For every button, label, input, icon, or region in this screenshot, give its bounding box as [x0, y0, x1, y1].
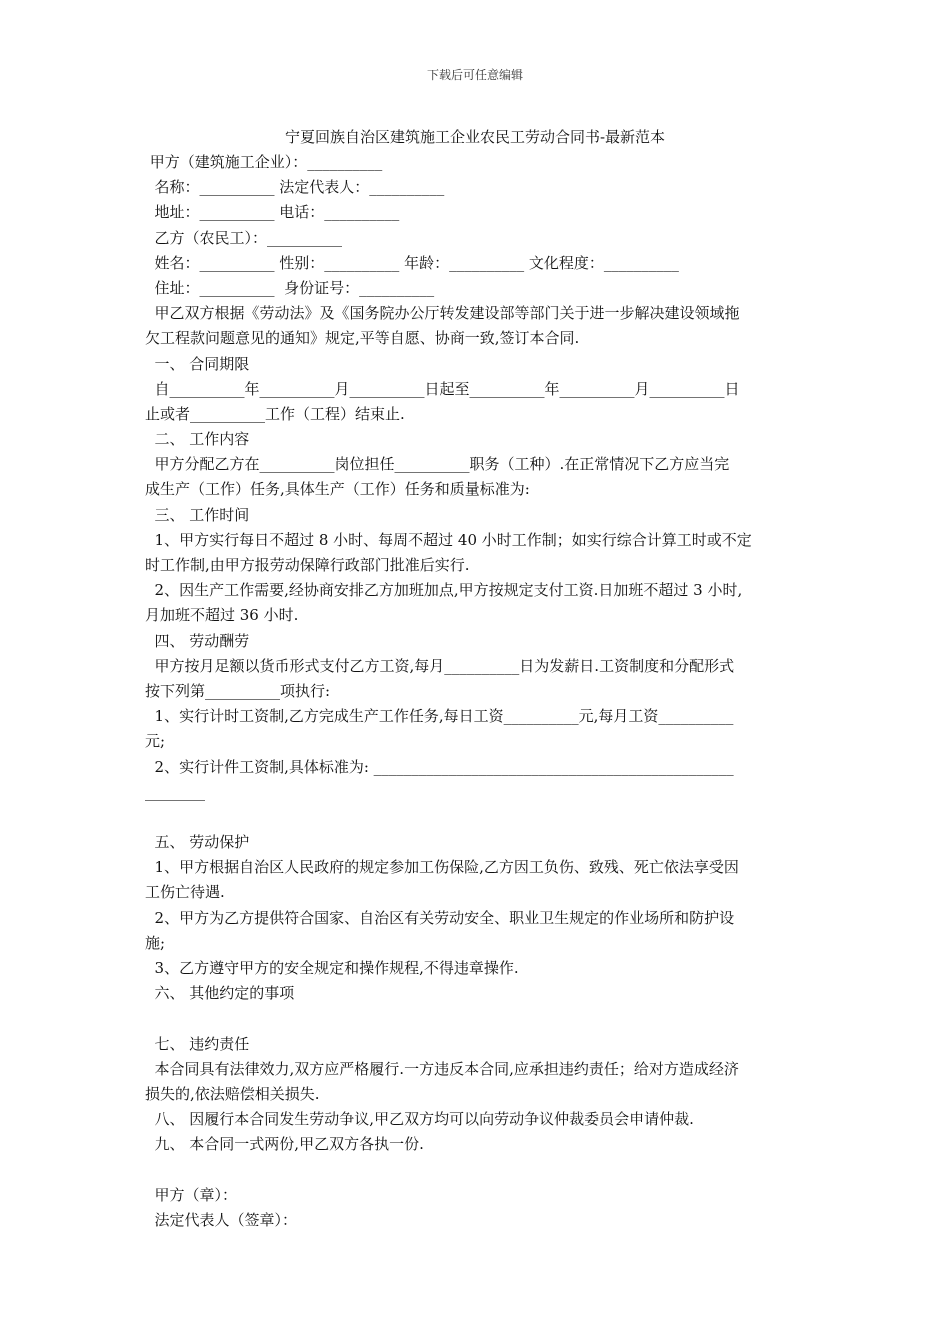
contract-line: 法定代表人（签章）：	[145, 1210, 298, 1229]
contract-line: 三、 工作时间	[145, 505, 250, 524]
contract-line: 1、甲方实行每日不超过 8 小时、每周不超过 40 小时工作制；如实行综合计算工时或不定	[145, 530, 752, 549]
contract-line: 九、 本合同一式两份,甲乙双方各执一份.	[145, 1135, 424, 1154]
contract-line: 四、 劳动酬劳	[145, 631, 250, 650]
contract-line: 2、实行计件工资制,具体标准为: ________________________________________________	[145, 757, 734, 776]
contract-line: 月加班不超过 36 小时.	[145, 606, 299, 625]
contract-line: 成生产（工作）任务,具体生产（工作）任务和质量标准为:	[145, 480, 530, 499]
contract-line: 姓名：__________ 性别：__________ 年龄：__________ 文化程度：__________	[145, 253, 679, 272]
contract-line: 按下列第__________项执行:	[145, 681, 331, 700]
contract-line: ________	[145, 782, 205, 801]
contract-line: 住址：__________ 身份证号：__________	[145, 278, 435, 297]
contract-line: 七、 违约责任	[145, 1034, 250, 1053]
contract-line: 元;	[145, 732, 166, 751]
contract-line: 施;	[145, 933, 166, 952]
blank-line	[145, 1158, 807, 1183]
contract-line: 欠工程款问题意见的通知》规定,平等自愿、协商一致,签订本合同.	[145, 329, 580, 348]
blank-line	[145, 1006, 807, 1031]
header-note: 下载后可任意编辑	[426, 68, 523, 82]
contract-line: 八、 因履行本合同发生劳动争议,甲乙双方均可以向劳动争议仲裁委员会申请仲裁.	[145, 1110, 694, 1129]
contract-line: 1、实行计时工资制,乙方完成生产工作任务,每日工资__________元,每月工资__________	[145, 707, 734, 726]
contract-line: 一、 合同期限	[145, 354, 250, 373]
contract-line: 工伤亡待遇.	[145, 883, 225, 902]
contract-line: 时工作制,由甲方报劳动保障行政部门批准后实行.	[145, 556, 470, 574]
contract-line: 3、乙方遵守甲方的安全规定和操作规程,不得违章操作.	[145, 959, 519, 977]
contract-line: 甲方按月足额以货币形式支付乙方工资,每月__________日为发薪日.工资制度和分配形式	[145, 656, 735, 675]
contract-line: 甲乙双方根据《劳动法》及《国务院办公厅转发建设部等部门关于进一步解决建设领域拖	[145, 304, 740, 323]
contract-line: 五、 劳动保护	[145, 833, 250, 852]
contract-line: 本合同具有法律效力,双方应严格履行.一方违反本合同,应承担违约责任；给对方造成经济	[145, 1059, 739, 1078]
contract-line: 甲方分配乙方在__________岗位担任__________职务（工种）.在正常情况下乙方应当完	[145, 455, 730, 474]
contract-line: 止或者__________工作（工程）结束止.	[145, 404, 405, 423]
contract-line: 乙方（农民工）：__________	[145, 228, 343, 247]
contract-line: 2、因生产工作需要,经协商安排乙方加班加点,甲方按规定支付工资.日加班不超过 3 小时,	[145, 581, 743, 600]
contract-line: 自__________年__________月__________日起至__________年__________月__________日	[145, 379, 740, 398]
contract-line: 甲方（建筑施工企业）：__________	[145, 153, 383, 171]
contract-line: 1、甲方根据自治区人民政府的规定参加工伤保险,乙方因工负伤、致残、死亡依法享受因	[145, 858, 739, 877]
contract-body	[145, 150, 807, 1233]
blank-line	[145, 805, 807, 830]
contract-line: 二、 工作内容	[145, 430, 250, 449]
contract-line: 损失的,依法赔偿相关损失.	[145, 1084, 320, 1103]
contract-line: 地址：__________ 电话：__________	[145, 203, 400, 222]
contract-line: 名称：__________ 法定代表人：__________	[145, 178, 445, 197]
contract-line: 2、甲方为乙方提供符合国家、自治区有关劳动安全、职业卫生规定的作业场所和防护设	[145, 908, 735, 927]
document-title: 宁夏回族自治区建筑施工企业农民工劳动合同书-最新范本	[284, 128, 666, 146]
contract-line: 甲方（章）：	[145, 1185, 238, 1204]
contract-line: 六、 其他约定的事项	[145, 984, 295, 1003]
